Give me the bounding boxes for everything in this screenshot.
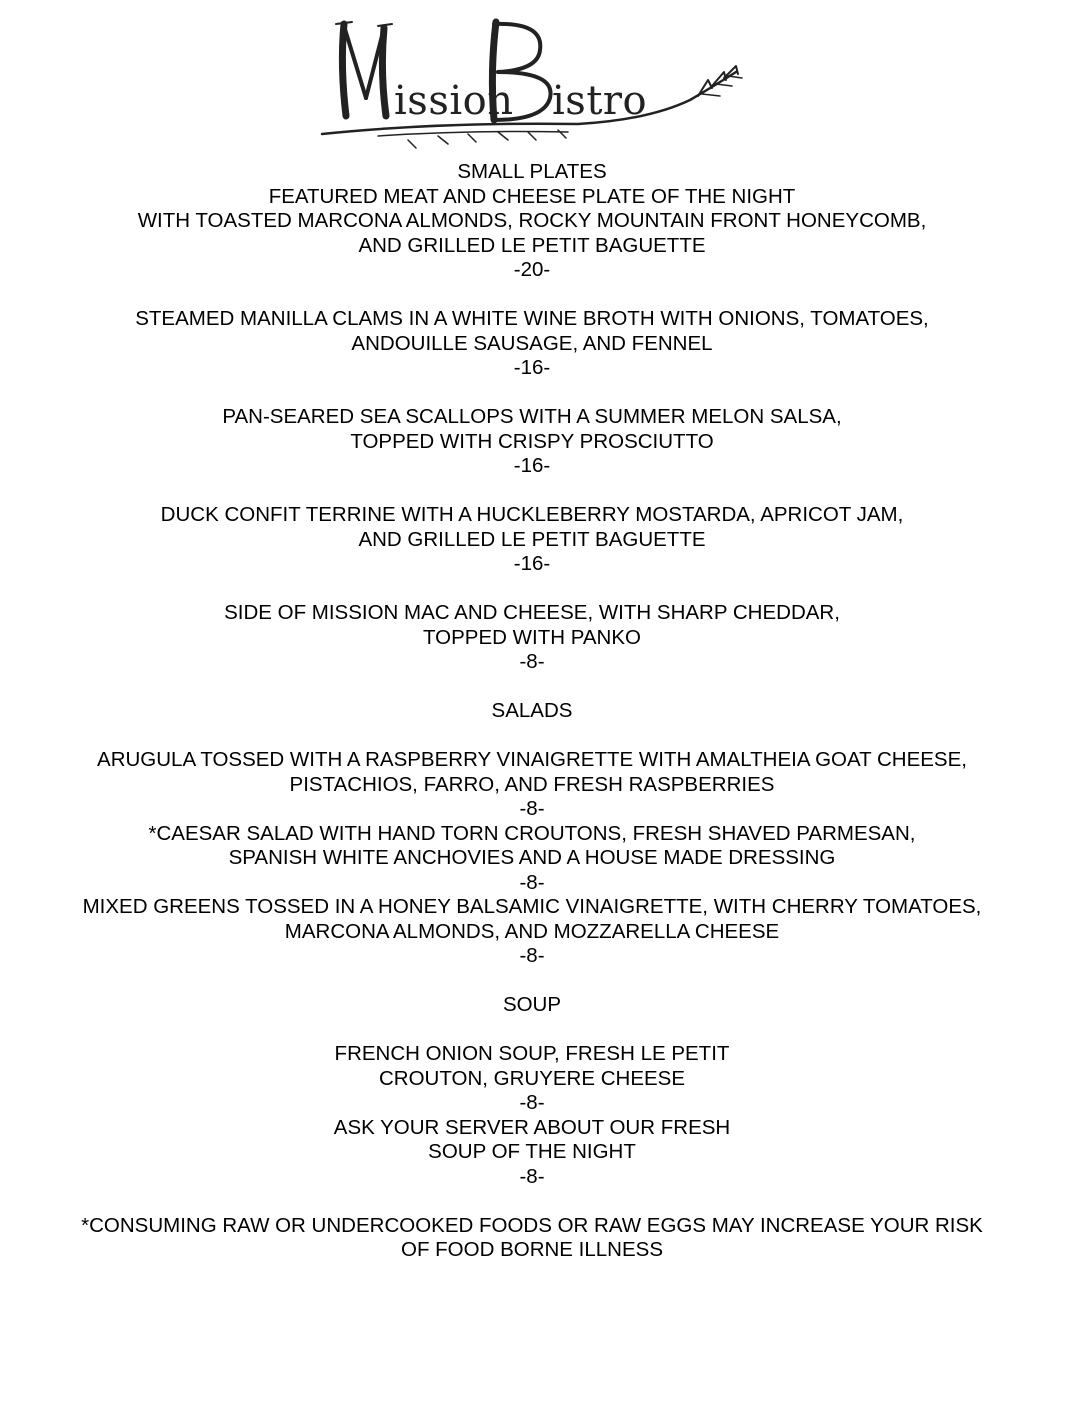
menu-item-manilla-clams: [0, 307, 1064, 381]
item-price: -8-: [519, 797, 545, 820]
item-description: TOPPED WITH CRISPY PROSCIUTTO: [350, 429, 714, 453]
item-price: -8-: [519, 650, 545, 673]
spacer: [0, 381, 1064, 406]
menu-item-french-onion-soup: [0, 1042, 1064, 1116]
disclaimer-text: OF FOOD BORNE ILLNESS: [401, 1238, 663, 1261]
item-description: TOPPED WITH PANKO: [423, 625, 641, 649]
item-description: *CAESAR SALAD WITH HAND TORN CROUTONS, FRESH SHAVED PARMESAN,: [148, 821, 916, 845]
item-description: ANDOUILLE SAUSAGE, AND FENNEL: [351, 331, 713, 355]
small-plates-section: [0, 160, 1064, 699]
item-description: PAN-SEARED SEA SCALLOPS WITH A SUMMER MELON SALSA,: [222, 405, 842, 428]
menu-item-mixed-greens: [0, 895, 1064, 969]
item-price: -16-: [513, 356, 551, 379]
section-heading-salads: SALADS: [491, 699, 573, 722]
item-price: -16-: [513, 552, 551, 575]
menu-item-sea-scallops: [0, 405, 1064, 479]
item-description: SIDE OF MISSION MAC AND CHEESE, WITH SHARP CHEDDAR,: [224, 601, 840, 624]
item-price: -8-: [519, 1091, 545, 1114]
salads-section: [0, 699, 1064, 993]
item-description: WITH TOASTED MARCONA ALMONDS, ROCKY MOUNTAIN FRONT HONEYCOMB,: [137, 209, 927, 232]
menu-item-duck-confit: [0, 503, 1064, 577]
svg-text:istro: istro: [552, 78, 648, 124]
menu-item-arugula-salad: [0, 748, 1064, 822]
menu-item-meat-cheese-plate: [0, 185, 1064, 283]
food-safety-disclaimer: [0, 1214, 1064, 1263]
item-description: CROUTON, GRUYERE CHEESE: [378, 1066, 686, 1090]
item-price: -8-: [519, 944, 545, 967]
menu: [0, 160, 1064, 1263]
item-price: -16-: [513, 454, 551, 477]
item-price: -8-: [519, 1164, 545, 1188]
spacer: [0, 675, 1064, 700]
item-description: SOUP OF THE NIGHT: [428, 1140, 636, 1163]
disclaimer-text: *CONSUMING RAW OR UNDERCOOKED FOODS OR RAW EGGS MAY INCREASE YOUR RISK: [81, 1213, 983, 1237]
item-description: AND GRILLED LE PETIT BAGUETTE: [358, 233, 706, 257]
spacer: [0, 479, 1064, 504]
menu-item-mac-and-cheese: [0, 601, 1064, 675]
mission-bistro-logo: [318, 16, 748, 156]
spacer: [0, 283, 1064, 308]
item-description: STEAMED MANILLA CLAMS IN A WHITE WINE BROTH WITH ONIONS, TOMATOES,: [135, 307, 929, 330]
menu-item-soup-of-the-night: [0, 1116, 1064, 1190]
spacer: [0, 577, 1064, 602]
item-description: FRENCH ONION SOUP, FRESH LE PETIT: [334, 1042, 730, 1065]
section-heading-small-plates: SMALL PLATES: [457, 160, 607, 183]
item-description: DUCK CONFIT TERRINE WITH A HUCKLEBERRY MOSTARDA, APRICOT JAM,: [160, 503, 904, 526]
item-description: ASK YOUR SERVER ABOUT OUR FRESH: [333, 1115, 731, 1139]
section-heading-soup: SOUP: [502, 993, 562, 1016]
spacer: [0, 1018, 1064, 1043]
item-description: SPANISH WHITE ANCHOVIES AND A HOUSE MADE DRESSING: [228, 846, 836, 869]
spacer: [0, 969, 1064, 994]
item-description: AND GRILLED LE PETIT BAGUETTE: [358, 527, 706, 551]
menu-item-caesar-salad: [0, 822, 1064, 896]
item-description: MIXED GREENS TOSSED IN A HONEY BALSAMIC VINAIGRETTE, WITH CHERRY TOMATOES,: [82, 895, 982, 918]
spacer: [0, 724, 1064, 749]
item-description: ARUGULA TOSSED WITH A RASPBERRY VINAIGRETTE WITH AMALTHEIA GOAT CHEESE,: [97, 748, 967, 771]
item-price: -8-: [519, 870, 545, 894]
item-description: PISTACHIOS, FARRO, AND FRESH RASPBERRIES: [289, 772, 775, 796]
spacer: [0, 1189, 1064, 1214]
item-description: MARCONA ALMONDS, AND MOZZARELLA CHEESE: [284, 919, 780, 943]
svg-text:ission: ission: [394, 78, 514, 124]
item-price: -20-: [513, 258, 551, 281]
item-description: FEATURED MEAT AND CHEESE PLATE OF THE NIGHT: [268, 184, 796, 208]
soup-section: [0, 993, 1064, 1214]
